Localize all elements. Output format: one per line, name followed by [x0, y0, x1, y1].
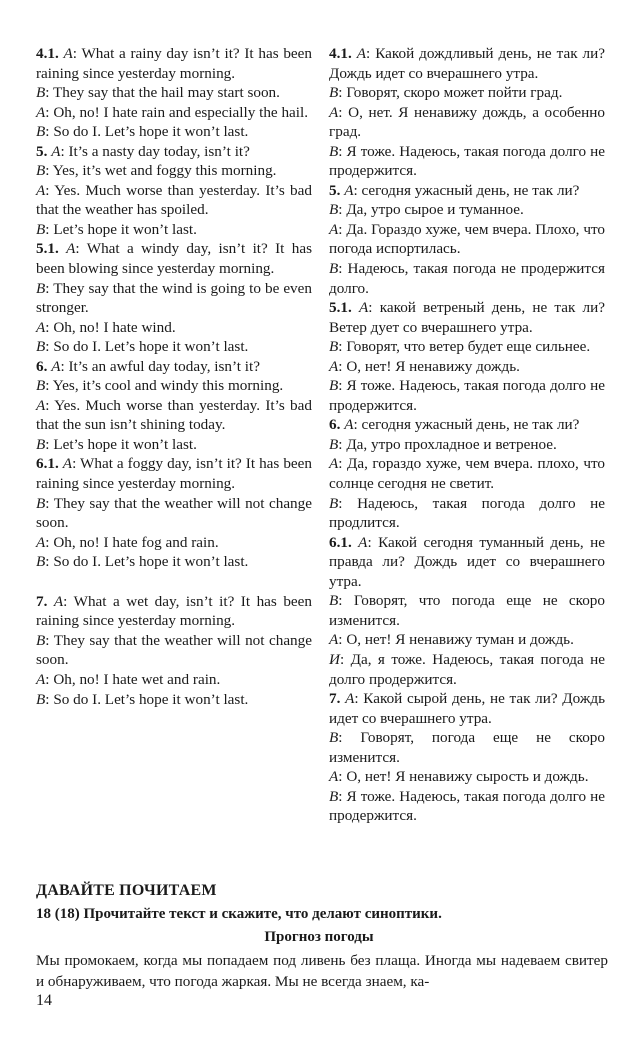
speaker-label: И: [329, 650, 340, 668]
dialogue-line: B: They say that the weather will not change soon.: [36, 494, 312, 532]
dialogue-line: В: Говорят, что ветер будет еще сильнее.: [329, 338, 591, 356]
exercise-number: 7.: [36, 592, 48, 610]
exercise-number: 5.: [36, 142, 48, 160]
line-text: They say that the wind is going to be even stronger.: [36, 279, 312, 317]
line-text: Oh, no! I hate wet and rain.: [53, 670, 221, 688]
exercise-number: 6.1.: [329, 533, 352, 551]
speaker-label: А: [358, 533, 368, 551]
speaker-label: A: [36, 533, 46, 551]
line-text: Я тоже. Надеюсь, такая погода долго не продержится.: [329, 142, 605, 180]
line-text: Let’s hope it won’t last.: [53, 220, 197, 238]
dialogue-line: А: О, нет! Я ненавижу сырость и дождь.: [329, 768, 589, 786]
line-text: They say that the weather will not change soon.: [36, 494, 312, 532]
speaker-label: B: [36, 494, 46, 512]
dialogue-line: А: Да. Гораздо хуже, чем вчера. Плохо, что погода испортилась.: [329, 220, 605, 258]
line-text: Надеюсь, такая погода долго не продлится.: [329, 494, 605, 532]
line-text: What a wet day, isn’t it? It has been raining since yesterday morning.: [36, 592, 312, 630]
text-title: Прогноз погоды: [264, 929, 374, 945]
line-text: So do I. Let’s hope it won’t last.: [53, 338, 249, 356]
speaker-label: А: [344, 181, 354, 199]
dialogue-line: 5. A: It’s a nasty day today, isn’t it?: [36, 142, 250, 160]
line-text: Yes, it’s cool and windy this morning.: [52, 377, 284, 395]
dialogue-line: В: Надеюсь, такая погода не продержится долго.: [329, 260, 605, 297]
dialogue-line: B: So do I. Let’s hope it won’t last.: [36, 123, 249, 141]
dialogue-line: B: Let’s hope it won’t last.: [36, 220, 197, 238]
dialogue-line: B: Let’s hope it won’t last.: [36, 435, 197, 453]
dialogue-line: A: Yes. Much worse than yesterday. It’s bad that the weather has spoiled.: [36, 181, 312, 219]
line-text: It’s an awful day today, isn’t it?: [68, 357, 260, 375]
line-text: So do I. Let’s hope it won’t last.: [53, 123, 249, 141]
speaker-label: А: [329, 357, 339, 375]
line-text: Да, утро сырое и туманное.: [346, 201, 524, 219]
line-text: О, нет. Я ненавижу дождь, а особенно град.: [329, 103, 605, 141]
dialogue-line: 6. A: It’s an awful day today, isn’t it?: [36, 357, 260, 375]
line-text: Oh, no! I hate rain and especially the hail.: [53, 103, 309, 121]
dialogue-line: B: They say that the hail may start soon.: [36, 84, 280, 102]
speaker-label: A: [51, 357, 61, 375]
speaker-label: А: [329, 631, 339, 649]
speaker-label: A: [63, 45, 73, 62]
dialogue-line: A: Oh, no! I hate wind.: [36, 318, 176, 336]
line-text: Какой сегодня туманный день, не правда ли? Дождь идет со вчерашнего утра.: [329, 533, 605, 590]
section-heading: ДАВАЙТЕ ПОЧИТАЕМ: [36, 882, 217, 899]
line-text: Надеюсь, такая погода не продержится долго.: [329, 260, 605, 297]
speaker-label: В: [329, 494, 339, 512]
dialogue-line: 7. A: What a wet day, isn’t it? It has been raining since yesterday morning.: [36, 592, 312, 630]
dialogue-line: B: Yes, it’s wet and foggy this morning.: [36, 162, 277, 180]
line-text: Какой сырой день, не так ли? Дождь идет со вчерашнего утра.: [329, 690, 606, 727]
speaker-label: B: [36, 435, 46, 453]
dialogue-line: А: Да, гораздо хуже, чем вчера. плохо, что солнце сегодня не светит.: [329, 455, 605, 493]
line-text: So do I. Let’s hope it won’t last.: [53, 690, 249, 708]
dialogue-line: В: Говорят, скоро может пойти град.: [329, 84, 563, 102]
line-text: Говорят, скоро может пойти град.: [346, 84, 563, 102]
dialogue-line: В: Надеюсь, такая погода долго не продлится.: [329, 494, 605, 532]
line-text: Да, я тоже. Надеюсь, такая погода не долго продержится.: [329, 650, 605, 688]
dialogue-line: В: Говорят, погода еще не скоро изменится.: [329, 729, 605, 766]
dialogue-line: В: Я тоже. Надеюсь, такая погода долго не продержится.: [329, 787, 605, 825]
speaker-label: B: [36, 553, 46, 571]
line-text: It’s a nasty day today, isn’t it?: [68, 142, 250, 160]
line-text: Я тоже. Надеюсь, такая погода долго не продержится.: [329, 377, 605, 414]
speaker-label: A: [53, 592, 64, 610]
line-text: Да, гораздо хуже, чем вчера. плохо, что солнце сегодня не светит.: [329, 455, 605, 493]
speaker-label: B: [36, 84, 46, 102]
speaker-label: В: [329, 201, 339, 219]
page-number: 14: [36, 992, 52, 1009]
line-text: Yes. Much worse than yesterday. It’s bad that the weather has spoiled.: [36, 181, 312, 219]
speaker-label: В: [329, 377, 339, 395]
reading-text: Мы промокаем, когда мы попадаем под ливень без плаща. Иногда мы надеваем свитер и обнаруживаем, что погода жаркая. Мы не всегда знаем, ка-: [36, 952, 608, 990]
dialogue-line: B: They say that the wind is going to be even stronger.: [36, 279, 312, 317]
line-text: Какой дождливый день, не так ли? Дождь идет со вчерашнего утра.: [329, 45, 605, 82]
speaker-label: A: [66, 240, 76, 258]
dialogue-line: И: Да, я тоже. Надеюсь, такая погода не долго продержится.: [329, 650, 605, 688]
speaker-label: В: [329, 729, 339, 747]
dialogue-line: B: So do I. Let’s hope it won’t last.: [36, 338, 249, 356]
speaker-label: А: [344, 416, 354, 434]
speaker-label: В: [329, 338, 339, 356]
speaker-label: B: [36, 377, 46, 395]
dialogue-line: B: So do I. Let’s hope it won’t last.: [36, 690, 249, 708]
line-text: What a foggy day, isn’t it? It has been raining since yesterday morning.: [36, 455, 312, 493]
exercise-task: 18 (18) Прочитайте текст и скажите, что делают синоптики.: [36, 906, 442, 922]
dialogue-line: В: Говорят, что погода еще не скоро изменится.: [329, 592, 605, 629]
line-text: Говорят, что ветер будет еще сильнее.: [346, 338, 591, 356]
dialogue-line: А: О, нет! Я ненавижу туман и дождь.: [329, 631, 574, 649]
line-text: What a windy day, isn’t it? It has been blowing since yesterday morning.: [36, 240, 313, 278]
speaker-label: В: [329, 592, 339, 610]
speaker-label: А: [359, 299, 369, 317]
dialogue-line: 7. А: Какой сырой день, не так ли? Дождь идет со вчерашнего утра.: [329, 690, 606, 727]
speaker-label: А: [329, 455, 339, 473]
speaker-label: A: [36, 103, 46, 121]
line-text: They say that the hail may start soon.: [53, 84, 280, 102]
line-text: сегодня ужасный день, не так ли?: [361, 416, 580, 434]
dialogue-line: B: So do I. Let’s hope it won’t last.: [36, 553, 249, 571]
dialogue-line: A: Oh, no! I hate rain and especially the hail.: [36, 103, 309, 121]
dialogue-line: 6.1. A: What a foggy day, isn’t it? It has been raining since yesterday morning.: [36, 455, 312, 493]
line-text: Да. Гораздо хуже, чем вчера. Плохо, что погода испортилась.: [329, 220, 605, 258]
exercise-number: 6.1.: [36, 455, 59, 473]
dialogue-line: 6. А: сегодня ужасный день, не так ли?: [329, 416, 580, 434]
speaker-label: B: [36, 279, 46, 297]
line-text: какой ветреный день, не так ли? Ветер дует со вчерашнего утра.: [329, 299, 605, 336]
dialogue-line: В: Я тоже. Надеюсь, такая погода долго не продержится.: [329, 377, 605, 414]
line-text: Oh, no! I hate fog and rain.: [53, 533, 219, 551]
speaker-label: В: [329, 787, 339, 805]
dialogue-line: В: Я тоже. Надеюсь, такая погода долго не продержится.: [329, 142, 605, 180]
exercise-number: 7.: [329, 690, 341, 708]
speaker-label: А: [345, 690, 355, 708]
speaker-label: В: [329, 260, 339, 278]
speaker-label: B: [36, 690, 46, 708]
speaker-label: B: [36, 338, 46, 356]
speaker-label: A: [36, 181, 46, 199]
speaker-label: А: [329, 103, 339, 121]
dialogue-line: 6.1. А: Какой сегодня туманный день, не правда ли? Дождь идет со вчерашнего утра.: [329, 533, 605, 590]
speaker-label: A: [51, 142, 61, 160]
speaker-label: В: [329, 435, 339, 453]
line-text: Говорят, погода еще не скоро изменится.: [329, 729, 605, 766]
speaker-label: B: [36, 123, 46, 141]
dialogue-line: А: О, нет. Я ненавижу дождь, а особенно град.: [329, 103, 605, 141]
russian-dialogues-column: [329, 44, 605, 826]
dialogue-line: A: Oh, no! I hate fog and rain.: [36, 533, 219, 551]
exercise-number: 4.1.: [329, 45, 352, 62]
dialogue-line: 5.1. А: какой ветреный день, не так ли? Ветер дует со вчерашнего утра.: [329, 299, 605, 336]
dialogue-line: B: Yes, it’s cool and windy this morning.: [36, 377, 284, 395]
speaker-label: В: [329, 142, 339, 160]
dialogue-line: A: Oh, no! I hate wet and rain.: [36, 670, 221, 688]
exercise-number: 5.1.: [36, 240, 59, 258]
line-text: Let’s hope it won’t last.: [53, 435, 197, 453]
speaker-label: А: [356, 45, 367, 62]
dialogue-line: В: Да, утро сырое и туманное.: [329, 201, 524, 219]
line-text: О, нет! Я ненавижу туман и дождь.: [346, 631, 574, 649]
line-text: сегодня ужасный день, не так ли?: [361, 181, 580, 199]
speaker-label: A: [36, 396, 46, 414]
dialogue-line: А: О, нет! Я ненавижу дождь.: [329, 357, 520, 375]
line-text: О, нет! Я ненавижу сырость и дождь.: [346, 768, 589, 786]
line-text: Я тоже. Надеюсь, такая погода долго не продержится.: [329, 787, 605, 825]
dialogue-line: 5. А: сегодня ужасный день, не так ли?: [329, 181, 580, 199]
exercise-number: 5.: [329, 181, 341, 199]
dialogue-line: 4.1. А: Какой дождливый день, не так ли? Дождь идет со вчерашнего утра.: [329, 45, 605, 82]
speaker-label: В: [329, 84, 339, 102]
speaker-label: B: [36, 631, 46, 649]
dialogue-line: A: Yes. Much worse than yesterday. It’s bad that the sun isn’t shining today.: [36, 396, 312, 434]
speaker-label: А: [329, 220, 339, 238]
english-dialogues-column: [36, 44, 312, 709]
speaker-label: А: [329, 768, 339, 786]
exercise-number: 6.: [329, 416, 341, 434]
line-text: Oh, no! I hate wind.: [53, 318, 176, 336]
speaker-label: A: [36, 318, 46, 336]
exercise-number: 4.1.: [36, 45, 59, 62]
dialogue-line: B: They say that the weather will not change soon.: [36, 631, 312, 669]
line-text: They say that the weather will not change soon.: [36, 631, 312, 669]
line-text: Говорят, что погода еще не скоро изменится.: [329, 592, 605, 629]
line-text: Да, утро прохладное и ветреное.: [346, 435, 557, 453]
speaker-label: A: [36, 670, 46, 688]
exercise-number: 5.1.: [329, 299, 352, 317]
speaker-label: B: [36, 220, 46, 238]
dialogue-line: 4.1. A: What a rainy day isn’t it? It has been raining since yesterday morning.: [36, 45, 312, 82]
dialogue-line: 5.1. A: What a windy day, isn’t it? It has been blowing since yesterday morning.: [36, 240, 313, 278]
speaker-label: B: [36, 162, 46, 180]
line-text: So do I. Let’s hope it won’t last.: [53, 553, 249, 571]
line-text: Yes, it’s wet and foggy this morning.: [52, 162, 277, 180]
exercise-number: 6.: [36, 357, 48, 375]
line-text: What a rainy day isn’t it? It has been raining since yesterday morning.: [36, 45, 312, 82]
line-text: О, нет! Я ненавижу дождь.: [346, 357, 520, 375]
line-text: Yes. Much worse than yesterday. It’s bad that the sun isn’t shining today.: [36, 396, 312, 434]
speaker-label: A: [62, 455, 73, 473]
dialogue-line: В: Да, утро прохладное и ветреное.: [329, 435, 557, 453]
